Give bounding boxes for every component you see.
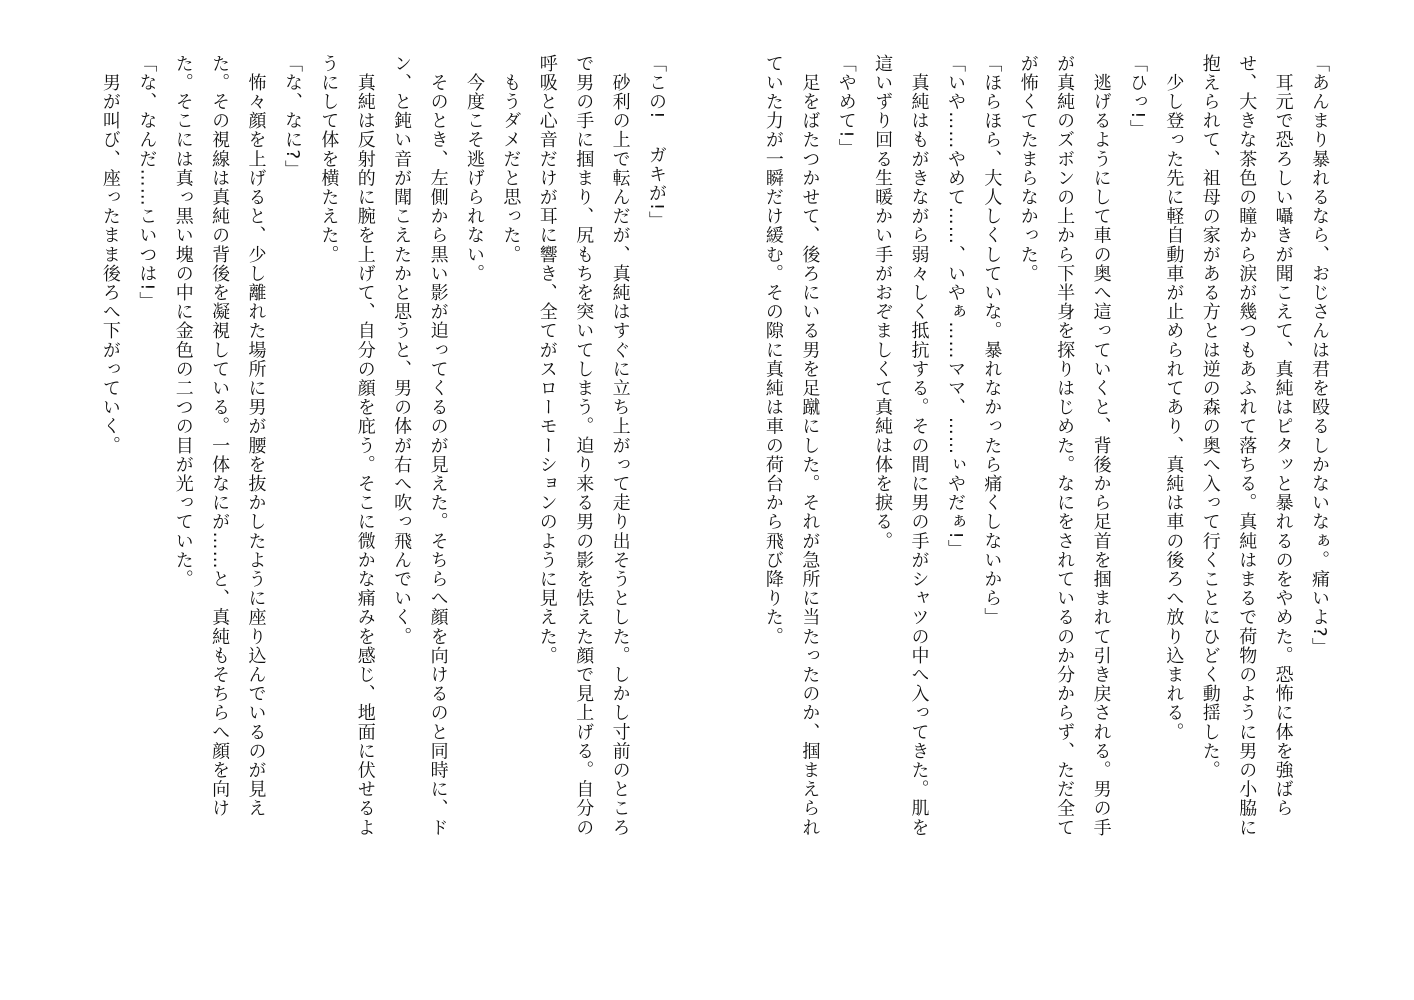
text-line: 呼吸と心音だけが耳に響き、全てがスローモーションのように見えた。 [536, 54, 558, 666]
text-line: 「ひっ!」 [1126, 54, 1148, 139]
right-page-text [755, 54, 1338, 954]
text-line: た。その視線は真純の背後を凝視している。一体なにが……と、真純もそちらへ顔を向け [209, 54, 231, 818]
text-line: 「やめて!」 [835, 54, 857, 158]
text-line: が真純のズボンの上から下半身を探りはじめた。なにをされているのか分からず、ただ全て [1054, 54, 1076, 838]
text-line: 「ほらほら、大人しくしていな。暴れなかったら痛くしないから」 [981, 54, 1003, 627]
text-line: が怖くてたまらなかった。 [1017, 54, 1039, 284]
text-line: 「いや……やめて……、いやぁ……ママ、……ぃやだぁ!」 [944, 54, 966, 559]
text-line: 真純は反射的に腕を上げて、自分の顔を庇う。そこに微かな痛みを感じ、地面に伏せるよ [354, 54, 376, 838]
text-line: せ、大きな茶色の瞳から涙が幾つもあふれて落ちる。真純はまるで荷物のように男の小脇に [1236, 54, 1258, 838]
page-right [707, 0, 1414, 1000]
text-line: た。そこには真っ黒い塊の中に金色の二つの目が光っていた。 [172, 54, 194, 589]
text-line: 少し登った先に軽自動車が止められてあり、真純は車の後ろへ放り込まれる。 [1163, 54, 1185, 742]
text-line: うにして体を横たえた。 [318, 54, 340, 265]
text-line: 足をばたつかせて、後ろにいる男を足蹴にした。それが急所に当たったのか、掴まえられ [799, 54, 821, 838]
text-line: 怖々顔を上げると、少し離れた場所に男が腰を抜かしたように座り込んでいるのが見え [245, 54, 267, 818]
text-line: 「な、なんだ……こいつは!」 [136, 54, 158, 311]
text-line: 「この! ガキが!」 [646, 54, 667, 231]
text-line: 真純はもがきながら弱々しく抵抗する。その間に男の手がシャツの中へ入ってきた。肌を [908, 54, 930, 838]
text-line: ていた力が一瞬だけ緩む。その隙に真純は車の荷台から飛び降りた。 [762, 54, 784, 647]
text-line: 今度こそ逃げられない。 [463, 54, 485, 284]
text-line: で男の手に掴まり、尻もちを突いてしまう。迫り来る男の影を怯えた顔で見上げる。自分の [573, 54, 595, 838]
text-line: 這いずり回る生暖かい手がおぞましくて真純は体を捩る。 [872, 54, 894, 551]
text-line: 「な、なに?」 [281, 54, 303, 180]
text-line: そのとき、左側から黒い影が迫ってくるのが見えた。そちらへ顔を向けるのと同時に、ド [427, 54, 449, 838]
left-page-text [92, 54, 675, 954]
text-line: もうダメだと思った。 [500, 54, 522, 265]
text-line: 「あんまり暴れるなら、おじさんは君を殴るしかないなぁ。痛いよ?」 [1309, 54, 1330, 657]
text-line: 砂利の上で転んだが、真純はすぐに立ち上がって走り出そうとした。しかし寸前のところ [609, 54, 631, 838]
text-line: 逃げるようにして車の奥へ這っていくと、背後から足首を掴まれて引き戻される。男の手 [1090, 54, 1112, 838]
text-line: 耳元で恐ろしい囁きが聞こえて、真純はピタッと暴れるのをやめた。恐怖に体を強ばら [1272, 54, 1294, 818]
text-line: 抱えられて、祖母の家がある方とは逆の森の奥へ入って行くことにひどく動揺した。 [1199, 54, 1221, 780]
text-line: ン、と鈍い音が聞こえたかと思うと、男の体が右へ吹っ飛んでいく。 [391, 54, 413, 647]
text-line: 男が叫び、座ったまま後ろへ下がっていく。 [99, 54, 121, 456]
